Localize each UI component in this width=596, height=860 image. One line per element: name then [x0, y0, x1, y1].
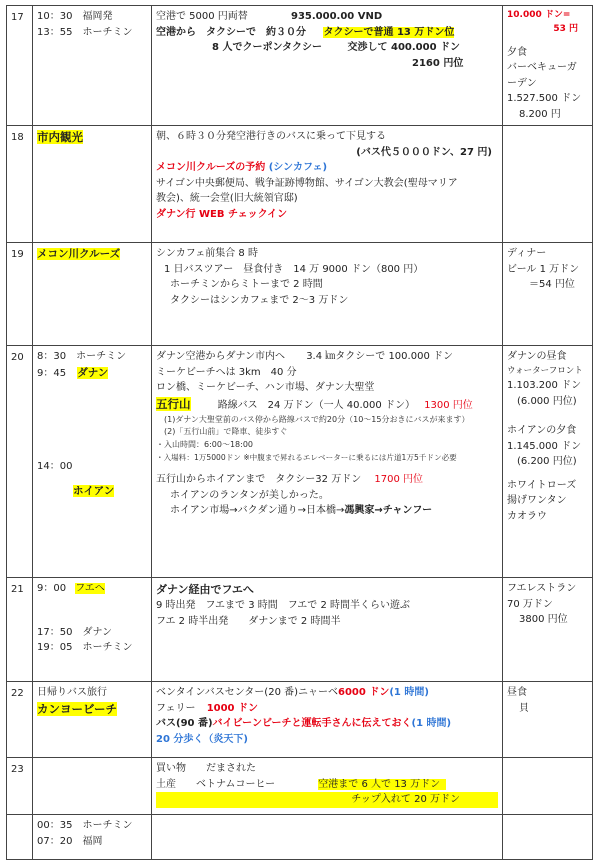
activity-text: ホイアンのランタンが美しかった。 [170, 489, 329, 501]
time-line: 9：45 [37, 367, 67, 379]
activity-cell [152, 6, 503, 126]
activity-text: 8 人でクーポンタクシー [212, 42, 323, 53]
time-line: 07：20 福岡 [37, 835, 103, 847]
time-line: 13：55 ホーチミン [37, 26, 133, 38]
time-line: 10：30 福岡発 [37, 11, 113, 22]
activity-cell [152, 578, 503, 682]
note-cell [503, 6, 593, 126]
activity-text: タクシーはシンカフェまで 2～3 万ドン [170, 294, 349, 306]
activity-text: 2160 円位 [412, 57, 464, 69]
note-cell [503, 126, 593, 243]
activity-text: フエ 2 時半出発 ダナンまで 2 時間半 [156, 615, 341, 627]
activity-text: 五行山からホイアンまで タクシー32 万ドン [156, 474, 362, 486]
activity-text: (バス代５０００ドン、27 円) [356, 146, 492, 158]
note-cell [503, 346, 593, 578]
activity-text: シンカフェ前集合 8 時 [156, 248, 258, 260]
day-title: カンヨービーチ [37, 701, 118, 716]
activity-text: 買い物 だまされた [156, 763, 256, 775]
day-title: メコン川クルーズ [37, 248, 121, 261]
time-cell [33, 578, 152, 682]
note-text: (6.200 円位) [517, 456, 577, 468]
place-highlight: 五行山 [156, 396, 191, 411]
activity-text: 6000 ドン [338, 687, 390, 699]
activity-text: 1 日バスツアー 昼食付き 14 万 9000 ドン（800 円） [164, 263, 424, 275]
activity-text: 土産 ベトナムコーヒー [156, 778, 276, 790]
info-text: (2)「五行山前」で降車、徒歩すぐ [164, 427, 288, 437]
activity-text: 1000 ドン [206, 702, 259, 714]
time-cell [33, 815, 152, 860]
note-text: バーベキューガ [507, 62, 577, 74]
rate-text: 10.000 ドン= [507, 10, 571, 20]
table-row-return [7, 815, 593, 860]
activity-text: ロン橋、ミーケビーチ、ハン市場、ダナン大聖堂 [156, 382, 375, 394]
rate-text: 53 円 [553, 23, 578, 34]
activity-text: ダナン行 WEB チェックイン [156, 208, 288, 220]
table-row-day-22 [7, 682, 593, 758]
note-cell [503, 578, 593, 682]
info-text: ・入場料：1万5000ドン ※中腹まで昇れるエレベーターに乗るには片道1万5千ドン必要 [156, 453, 457, 463]
time-line: 00：35 ホーチミン [37, 820, 133, 832]
activity-text: 1700 円位 [374, 474, 424, 486]
activity-cell [152, 243, 503, 346]
activity-text: ダナン空港からダナン市内へ [156, 351, 285, 363]
time-line: 17：50 ダナン [37, 626, 112, 638]
activity-text: 空港で 5000 円両替 [156, 11, 248, 22]
destination-highlight: ダナン [77, 366, 109, 379]
activity-text: 空港から タクシーで 約３０分 [156, 26, 306, 38]
time-line: 19：05 ホーチミン [37, 642, 133, 654]
activity-text: フェリー [156, 702, 196, 714]
activity-text: 3.4 ㎞タクシーで 100.000 ドン [306, 351, 453, 363]
activity-cell [152, 758, 503, 815]
time-line: 日帰りバス旅行 [37, 687, 107, 699]
table-row-day-18 [7, 126, 593, 243]
day-number: 21 [7, 578, 33, 682]
activity-text: メコン川クルーズの予約 [156, 162, 266, 174]
time-cell [33, 6, 152, 126]
activity-text: 9 時出発 フエまで 3 時間 フエで 2 時間半くらい遊ぶ [156, 600, 410, 612]
activity-text: 朝、６時３０分発空港行きのバスに乗って下見する [156, 131, 386, 143]
destination-highlight: フエへ [75, 583, 105, 595]
activity-text: 20 分歩く（炎天下) [156, 733, 248, 745]
note-cell [503, 758, 593, 815]
note-text: 昼食 [507, 687, 527, 699]
activity-cell [152, 815, 503, 860]
activity-text: ベンタインバスセンター(20 番)ニャーベ [156, 687, 339, 699]
day-number: 22 [7, 682, 33, 758]
activity-text: ホイアン市場→バクダン通り→日本橋→ [170, 505, 345, 517]
activity-text: ホーチミンからミトーまで 2 時間 [170, 279, 323, 291]
time-cell [33, 758, 152, 815]
day-number: 23 [7, 758, 33, 815]
note-text: ディナー [507, 248, 547, 260]
note-text: 70 万ドン [507, 598, 553, 610]
note-text: 1.103.200 ドン [507, 380, 582, 392]
day-number: 17 [7, 6, 33, 126]
info-text: (1)ダナン大聖堂前のバス停から路線バスで約20分（10～15分おきにバスが来ます） [164, 414, 470, 424]
note-text: ホイアンの夕食 [507, 425, 577, 437]
activity-text: サイゴン中央郵便局、戦争証跡博物館、サイゴン大教会(聖母マリア [156, 177, 458, 189]
day-number: 19 [7, 243, 33, 346]
activity-text: バス(90 番) [156, 718, 213, 730]
time-cell [33, 682, 152, 758]
activity-text: 1300 円位 [424, 399, 473, 411]
activity-cell [152, 126, 503, 243]
note-text: 8.200 円 [519, 108, 561, 120]
table-row-day-21 [7, 578, 593, 682]
activity-text: (1 時間) [389, 687, 429, 699]
day-title: 市内観光 [37, 130, 83, 145]
note-cell [503, 682, 593, 758]
activity-text: (1 時間) [411, 718, 452, 730]
note-text: 1.145.000 ドン [507, 440, 582, 452]
itinerary-table [6, 5, 593, 860]
highlighted-text: 空港まで 6 人で 13 万ドン [318, 779, 446, 790]
note-text: ウォーターフロント [507, 365, 583, 376]
note-text: フエレストラン [507, 583, 577, 595]
activity-text: 交渉して 400.000 ドン [347, 42, 461, 53]
activity-heading: ダナン経由でフエへ [156, 583, 254, 597]
day-number: 18 [7, 126, 33, 243]
highlighted-text: タクシーで普通 13 万ドン位 [323, 26, 455, 38]
note-text: 貝 [519, 702, 529, 714]
note-text: ホワイトローズ [507, 479, 577, 491]
note-text: 揚げワンタン [507, 495, 567, 507]
table-row-day-19 [7, 243, 593, 346]
activity-text: 935.000.00 VND [291, 11, 383, 22]
destination-highlight: ホイアン [73, 484, 115, 497]
note-text: 3800 円位 [519, 614, 568, 626]
time-line: 8：30 ホーチミン [37, 351, 127, 363]
activity-cell [152, 682, 503, 758]
note-text: ダナンの昼食 [507, 351, 567, 363]
activity-cell [152, 346, 503, 578]
note-text: カオラウ [507, 510, 547, 522]
highlighted-text: チップ入れて 20 万ドン [156, 792, 498, 808]
note-cell [503, 815, 593, 860]
time-cell [33, 243, 152, 346]
note-text: ＝54 円位 [529, 279, 575, 291]
activity-text: (シンカフェ) [268, 162, 328, 174]
table-row-day-17 [7, 6, 593, 126]
note-text: ーデン [507, 77, 537, 89]
activity-text: 教会)、統一会堂(旧大統領官邸) [156, 193, 298, 205]
note-text: ビール 1 万ドン [507, 263, 580, 275]
time-line: 14：00 [37, 461, 73, 473]
table-row-day-20 [7, 346, 593, 578]
note-text: 1.527.500 ドン [507, 93, 582, 105]
note-cell [503, 243, 593, 346]
time-cell [33, 346, 152, 578]
activity-text: 路線バス 24 万ドン（一人 40.000 ドン） [217, 399, 415, 411]
note-text: (6.000 円位) [517, 395, 577, 407]
time-line: 9：00 [37, 583, 67, 595]
day-number [7, 815, 33, 860]
day-number: 20 [7, 346, 33, 578]
time-cell [33, 126, 152, 243]
activity-text: バイビーンビーチと運転手さんに伝えておく [212, 718, 412, 730]
activity-text: 馮興家→チャンフー [344, 505, 433, 517]
table-row-day-23 [7, 758, 593, 815]
info-text: ・入山時間：6:00～18:00 [156, 440, 254, 450]
activity-text: ミーケビーチへは 3km 40 分 [156, 366, 297, 378]
note-text: 夕食 [507, 46, 527, 58]
